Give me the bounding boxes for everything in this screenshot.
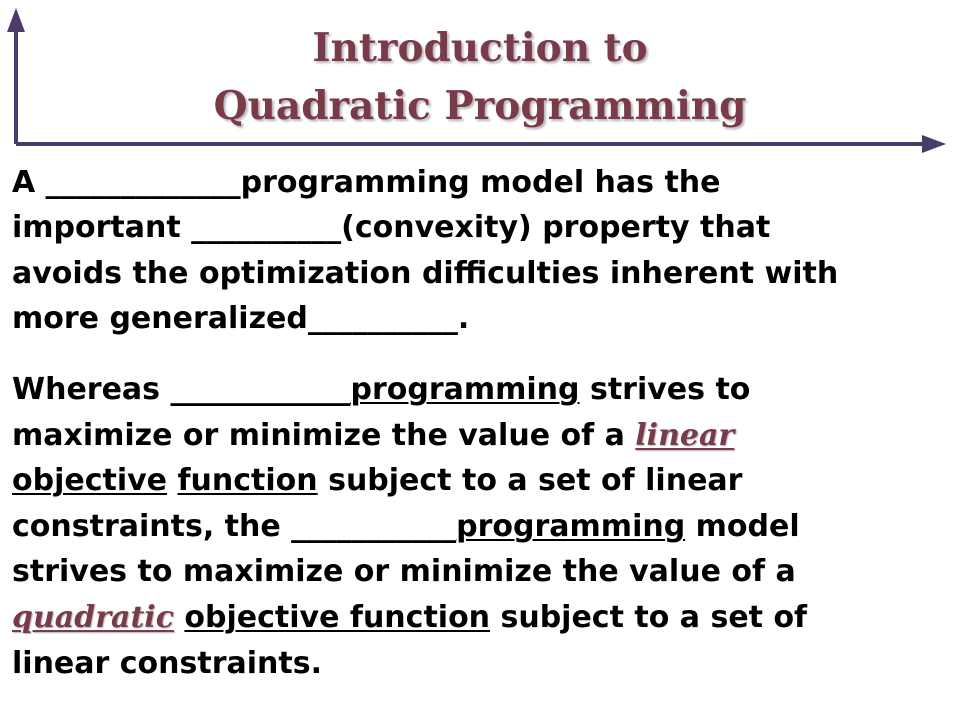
paragraph-comparison xyxy=(12,367,952,686)
emphasis-linear: linear xyxy=(635,417,735,453)
underlined-objective-function: objective function xyxy=(184,599,491,635)
text-constraints-the: constraints, the ___________ xyxy=(12,508,457,544)
paragraph2-line xyxy=(12,413,952,459)
paragraph-convexity xyxy=(12,160,952,341)
underlined-function: function xyxy=(177,463,318,499)
underlined-objective: objective xyxy=(12,463,168,499)
paragraph2-line xyxy=(12,595,952,641)
paragraph2-line: strives to maximize or minimize the value of a xyxy=(12,554,796,590)
paragraph2-line xyxy=(12,458,952,504)
text-subject-of: subject to a set of xyxy=(490,599,808,635)
paragraph1-line: A _____________programming model has the xyxy=(12,165,721,200)
paragraph2-line xyxy=(12,367,952,413)
slide-title-line2: Quadratic Programming xyxy=(213,83,747,129)
slide-title-line1: Introduction to xyxy=(312,25,648,71)
paragraph2-line xyxy=(12,504,952,550)
paragraph1-line: more generalized__________. xyxy=(12,300,470,336)
up-arrow-icon xyxy=(7,8,25,32)
underlined-programming-2: programming xyxy=(456,508,686,544)
right-arrow-icon xyxy=(922,135,946,153)
paragraph1-line: important __________(convexity) property that xyxy=(12,210,771,246)
underlined-programming: programming xyxy=(350,372,580,407)
text-maximize: maximize or minimize the value of a xyxy=(12,417,636,453)
paragraph1-line: avoids the optimization difficulties inherent with xyxy=(12,255,839,291)
text-whereas: Whereas ____________ xyxy=(12,372,351,407)
emphasis-quadratic: quadratic xyxy=(12,599,174,635)
text-subject-linear: subject to a set of linear xyxy=(317,463,743,499)
paragraph2-line: linear constraints. xyxy=(12,645,322,681)
text-strives-to: strives to xyxy=(579,372,751,407)
text-model: model xyxy=(685,508,800,544)
